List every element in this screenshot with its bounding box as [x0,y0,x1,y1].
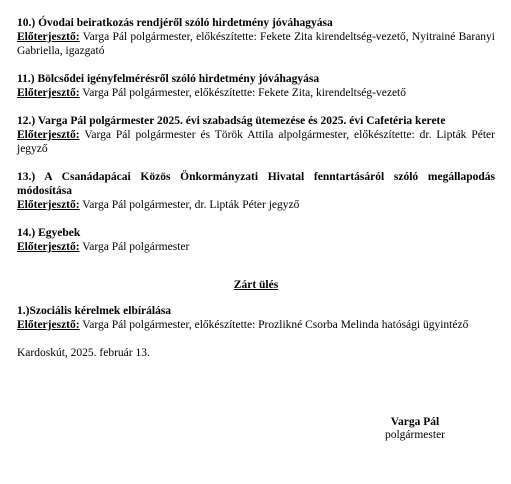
agenda-item-title: 13.) A Csanádapácai Közös Önkormányzati Hivatal fenntartásáról szóló megállapodás módosítása [17,171,495,197]
agenda-item-11 [17,72,495,100]
signature-title: polgármester [384,429,446,441]
place-date: Kardoskút, 2025. február 13. [17,347,150,359]
presenter-label: Előterjesztő: [17,31,80,43]
presenter-text: Varga Pál polgármester, előkészítette: Fekete Zita kirendeltség-vezető, Nyitrainé Baranyi Gabriella, igazgató [17,31,495,57]
agenda-item-presenter [17,240,495,254]
agenda-item-presenter [17,318,495,332]
presenter-label: Előterjesztő: [17,319,80,331]
signature-block [350,416,480,442]
agenda-document [17,16,495,360]
agenda-item-14 [17,226,495,254]
presenter-label: Előterjesztő: [17,129,80,141]
agenda-item-title: 14.) Egyebek [17,227,81,239]
presenter-label: Előterjesztő: [17,241,80,253]
agenda-item-12 [17,114,495,156]
agenda-item-presenter [17,198,495,212]
agenda-item-10 [17,16,495,58]
agenda-item-presenter [17,86,495,100]
closed-agenda-item-1 [17,304,495,332]
agenda-item-13 [17,170,495,212]
agenda-item-title: 1.)Szociális kérelmek elbírálása [17,305,172,317]
agenda-item-title: 10.) Óvodai beiratkozás rendjéről szóló hirdetmény jóváhagyása [17,17,333,29]
agenda-item-presenter [17,30,495,58]
agenda-item-presenter [17,128,495,156]
agenda-item-title: 11.) Bölcsődei igényfelmérésről szóló hirdetmény jóváhagyása [17,73,320,85]
signature-name: Varga Pál [390,416,440,428]
presenter-text: Varga Pál polgármester és Török Attila alpolgármester, előkészítette: dr. Lipták Péter jegyző [17,129,495,155]
presenter-text: Varga Pál polgármester, dr. Lipták Péter jegyző [79,199,300,211]
presenter-text: Varga Pál polgármester, előkészítette: Fekete Zita, kirendeltség-vezető [79,87,407,99]
presenter-label: Előterjesztő: [17,87,80,99]
presenter-label: Előterjesztő: [17,199,80,211]
presenter-text: Varga Pál polgármester [79,241,190,253]
presenter-text: Varga Pál polgármester, előkészítette: Prozlikné Csorba Melinda hatósági ügyintéző [79,319,469,331]
closed-session-heading: Zárt ülés [233,279,279,291]
agenda-item-title: 12.) Varga Pál polgármester 2025. évi szabadság ütemezése és 2025. évi Cafetéria kerete [17,115,446,127]
